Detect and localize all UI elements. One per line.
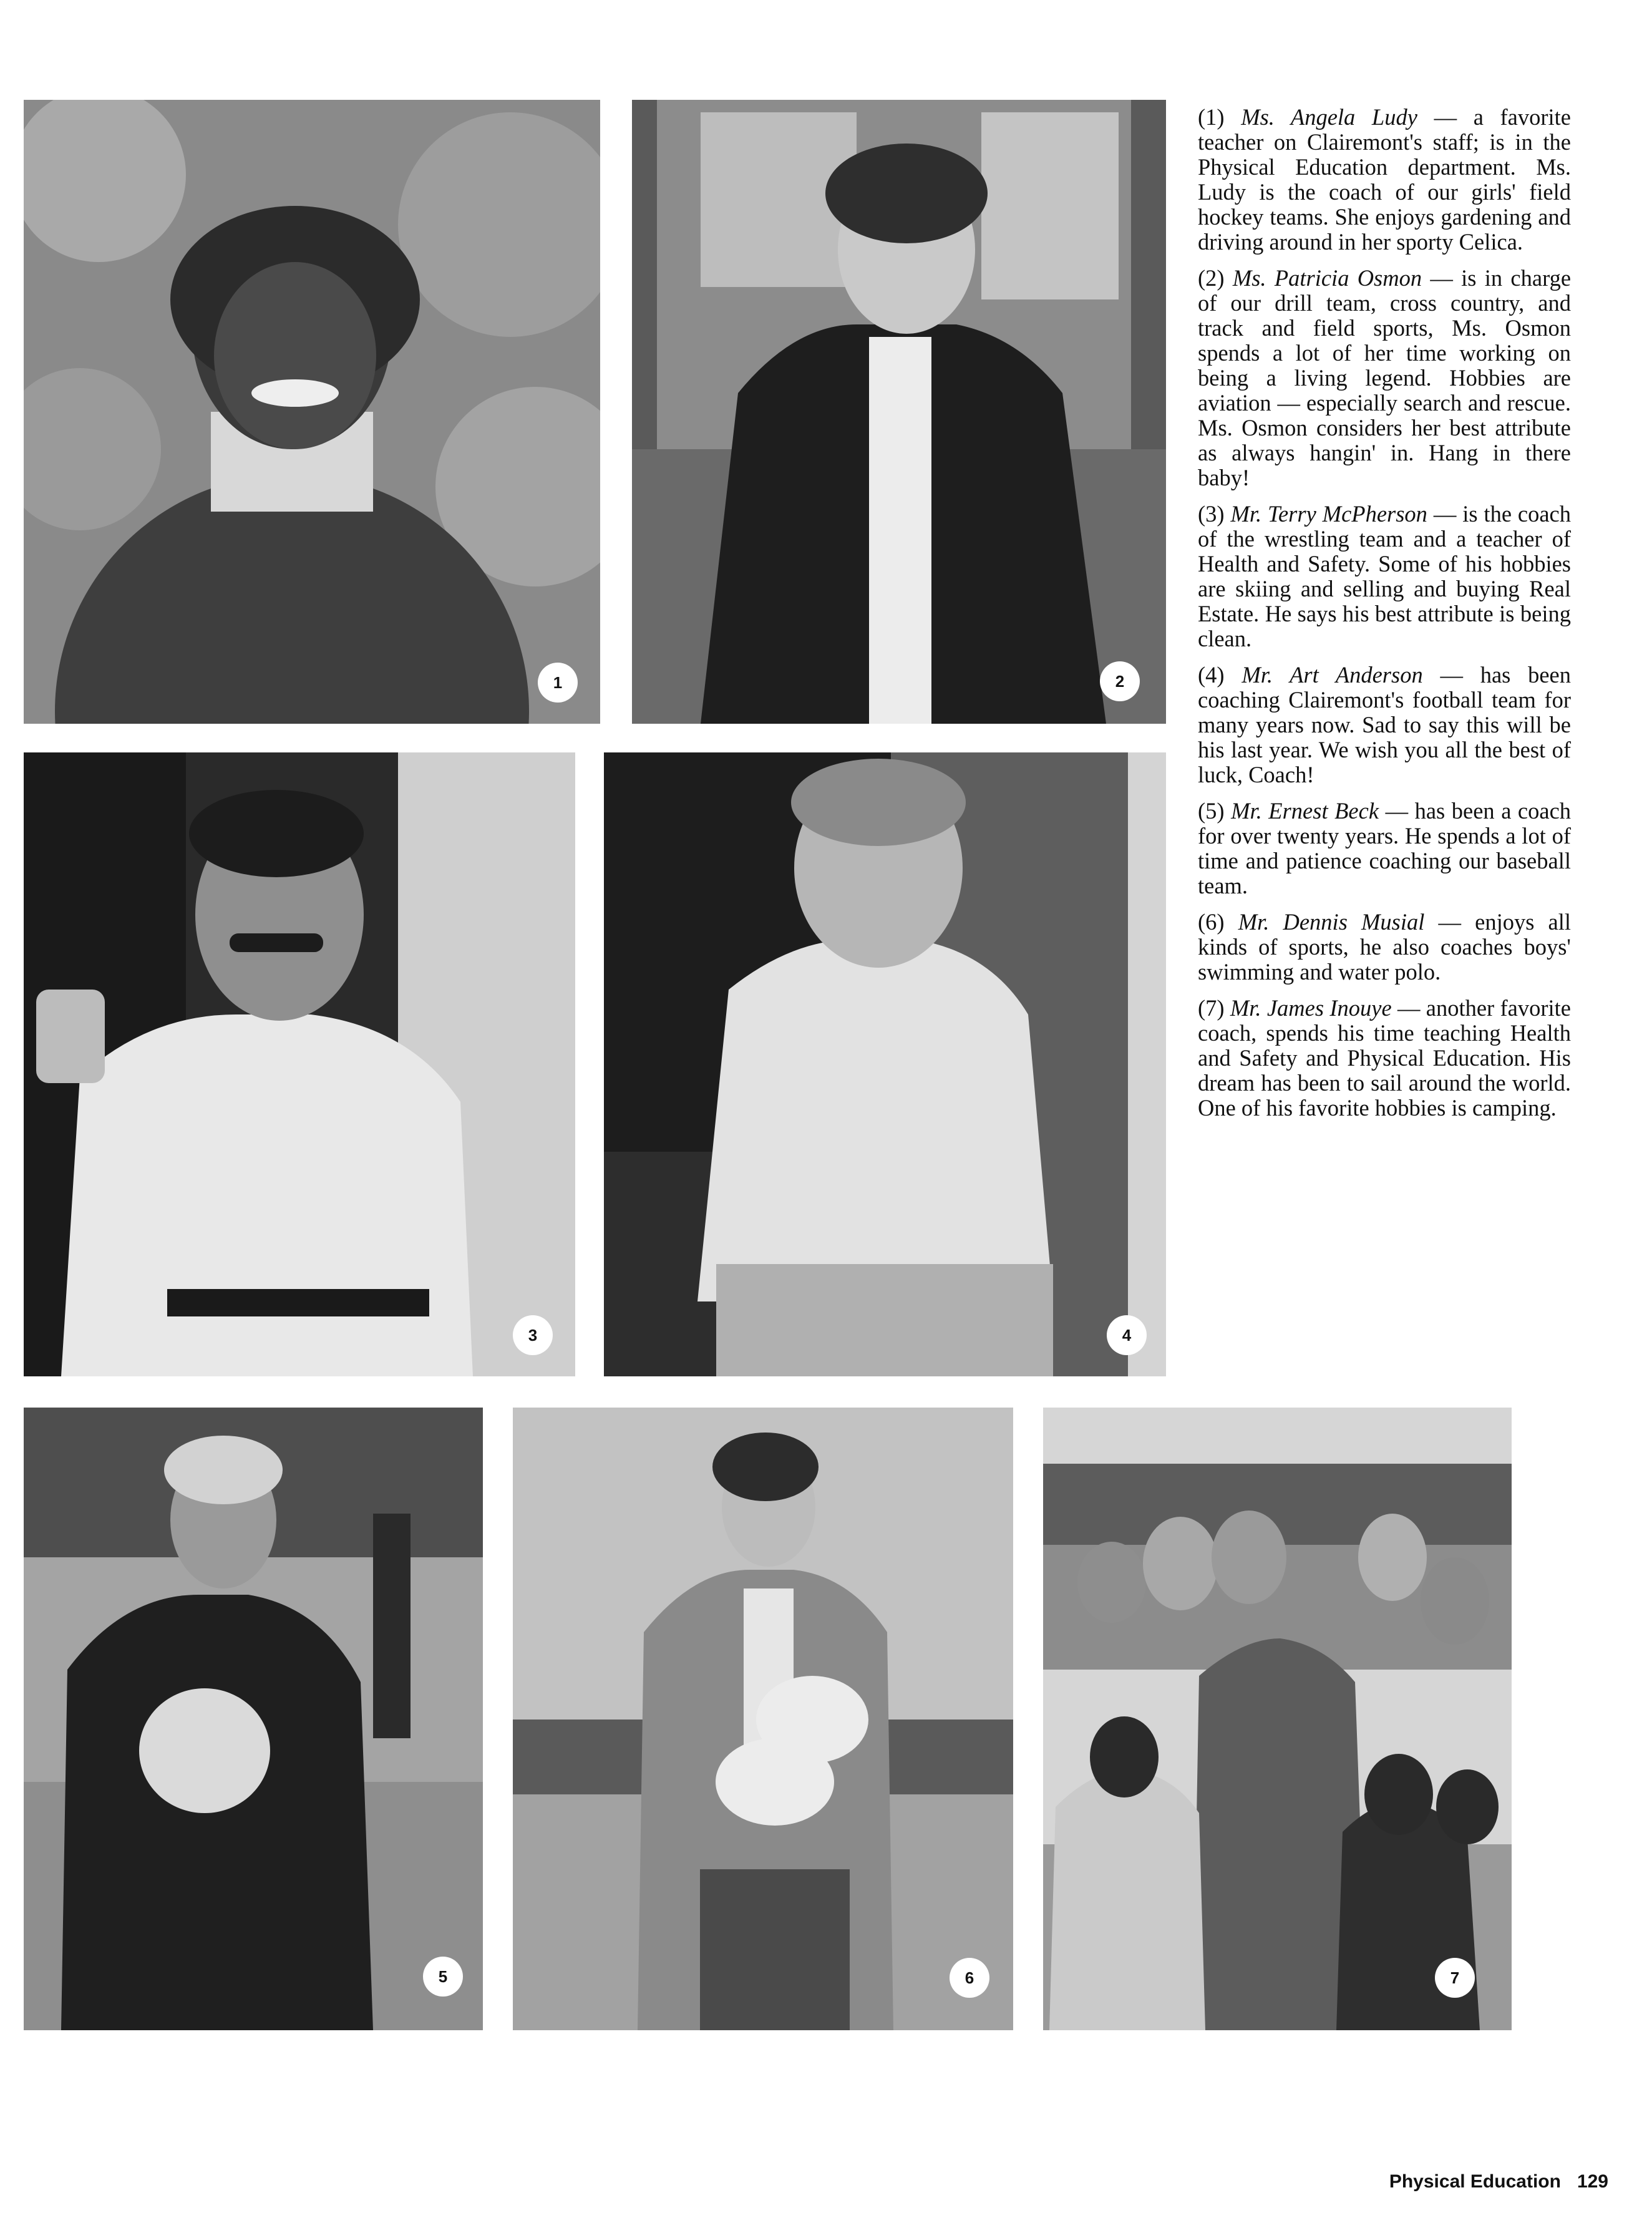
photo-number-badge: 6 [950,1958,989,1998]
photo-7-image [1043,1408,1512,2030]
photo-number-badge: 2 [1100,661,1140,701]
photo-number-badge: 7 [1435,1958,1475,1998]
caption-text: — another favorite coach, spends his time teaching Health and Safety and Physical Education. His dream has been to sail around the world. One of his favorite hobbies is camping. [1198,995,1571,1121]
photo-3-image [24,752,575,1376]
caption-1: (1) Ms. Angela Ludy — a favorite teacher on Clairemont's staff; is in the Physical Education department. Ms. Ludy is the coach of our girls' field hockey teams. She enjoys gardening and driving around in her sporty Celica. [1198,104,1572,255]
caption-name: Mr. Dennis Musial [1238,909,1425,935]
photo-2-image [632,100,1166,724]
caption-name: Mr. James Inouye [1230,995,1392,1021]
photo-number-badge: 1 [538,663,578,703]
photo-7-james-inouye [1043,1408,1512,2030]
caption-name: Mr. Terry McPherson [1230,501,1427,527]
caption-name: Ms. Patricia Osmon [1232,265,1422,291]
caption-text: — has been a coach for over twenty years. He spends a lot of time and patience coaching our baseball team. [1198,798,1572,898]
photo-4-art-anderson [604,752,1166,1376]
page-number: 129 [1577,2171,1608,2192]
caption-3: (3) Mr. Terry McPherson — is the coach of the wrestling team and a teacher of Health and Safety. Some of his hobbies are skiing and selling and buying Real Estate. He says his best attribute is being clean. [1198,501,1572,651]
photo-5-image [24,1408,483,2030]
photo-6-image [513,1408,1013,2030]
caption-4: (4) Mr. Art Anderson — has been coaching Clairemont's football team for many years now. Sad to say this will be his last year. We wish you all the best of luck, Coach! [1198,662,1572,787]
caption-name: Ms. Angela Ludy [1241,104,1417,130]
photo-1-image [24,100,600,724]
caption-name: Mr. Art Anderson [1241,662,1423,688]
photo-number-badge: 3 [513,1315,553,1355]
photo-4-image [604,752,1166,1376]
photo-3-terry-mcpherson [24,752,575,1376]
photo-2-patricia-osmon [632,100,1166,724]
page-footer [1389,2171,1608,2192]
captions-column [1198,105,1571,1132]
caption-text: — is in charge of our drill team, cross country, and track and field sports, Ms. Osmon spends a lot of her time working on being a living legend. Hobbies are aviation — especially search and rescue. Ms. Osmon considers her best attribute as always hangin' in. Hang in there baby! [1198,265,1572,490]
section-title: Physical Education [1389,2171,1561,2192]
caption-7: (7) Mr. James Inouye — another favorite coach, spends his time teaching Health and Safety and Physical Education. His dream has been to sail around the world. One of his favorite hobbies is camping. [1198,995,1571,1121]
caption-2: (2) Ms. Patricia Osmon — is in charge of our drill team, cross country, and track and field sports, Ms. Osmon spends a lot of her time working on being a living legend. Hobbies are aviation — especially search and rescue. Ms. Osmon considers her best attribute as always hangin' in. Hang in there baby! [1198,265,1572,490]
photo-1-angela-ludy [24,100,600,724]
caption-6: (6) Mr. Dennis Musial — enjoys all kinds of sports, he also coaches boys' swimming and water polo. [1198,909,1572,985]
photo-6-dennis-musial [513,1408,1013,2030]
caption-name: Mr. Ernest Beck [1231,798,1379,824]
caption-text: — a favorite teacher on Clairemont's staff; is in the Physical Education department. Ms. Ludy is the coach of our girls' field hockey teams. She enjoys gardening and driving around in her sporty Celica. [1198,104,1572,255]
photo-number-badge: 5 [423,1957,463,1997]
caption-5: (5) Mr. Ernest Beck — has been a coach for over twenty years. He spends a lot of time and patience coaching our baseball team. [1198,798,1572,898]
caption-text: — has been coaching Clairemont's football team for many years now. Sad to say this will be his last year. We wish you all the best of luck, Coach! [1198,662,1572,787]
photo-5-ernest-beck [24,1408,483,2030]
photo-number-badge: 4 [1107,1315,1147,1355]
caption-text: — is the coach of the wrestling team and a teacher of Health and Safety. Some of his hobbies are skiing and selling and buying Real Estate. He says his best attribute is being clean. [1198,501,1572,651]
caption-text: — enjoys all kinds of sports, he also coaches boys' swimming and water polo. [1198,909,1572,985]
